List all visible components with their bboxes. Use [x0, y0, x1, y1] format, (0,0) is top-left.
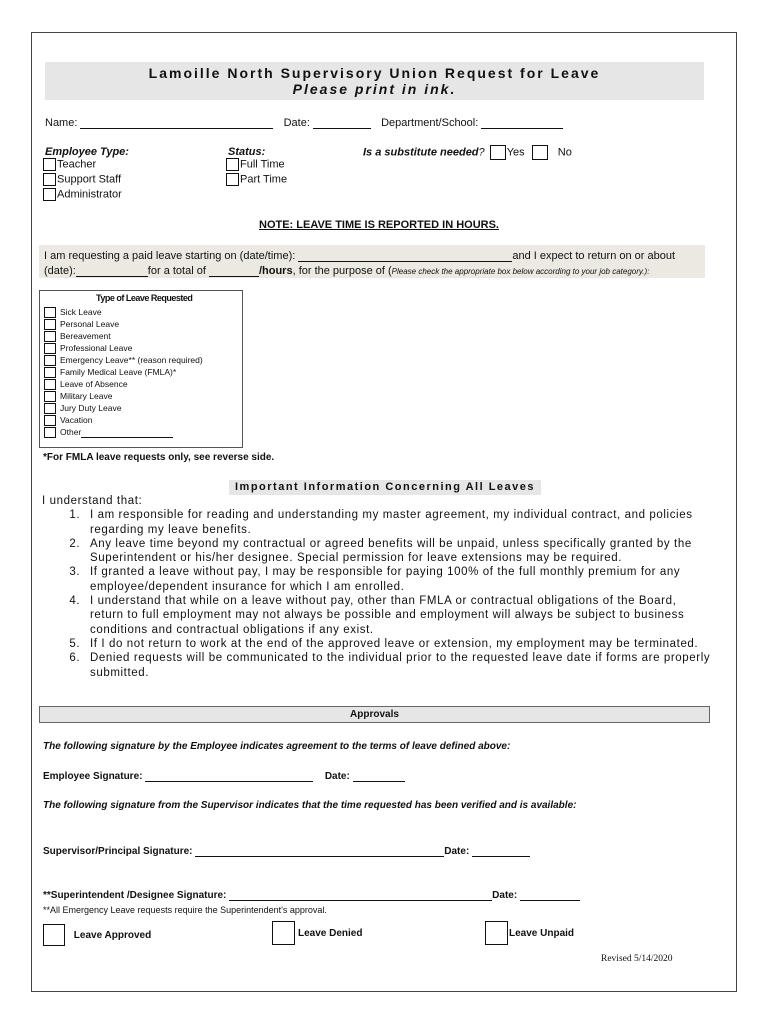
leave-type-military[interactable]: Military Leave — [44, 391, 112, 402]
substitute-no-label: No — [557, 146, 572, 159]
leave-type-vacation[interactable]: Vacation — [44, 415, 92, 426]
request-line-1: I am requesting a paid leave starting on (date/time): and I expect to return on or about — [44, 250, 676, 262]
approvals-heading: Approvals — [39, 706, 710, 723]
substitute-label: Is a substitute needed — [363, 146, 479, 159]
terms-list — [42, 508, 712, 680]
leave-unpaid-option[interactable]: Leave Unpaid — [485, 921, 574, 946]
leave-type-professional[interactable]: Professional Leave — [44, 343, 132, 354]
substitute-row: Is a substitute needed? Yes No — [363, 146, 572, 159]
employee-type-administrator[interactable]: Administrator — [43, 188, 122, 201]
form-title: Lamoille North Supervisory Union Request for Leave — [148, 65, 601, 81]
date-field[interactable] — [313, 116, 371, 129]
leave-type-emergency[interactable]: Emergency Leave** (reason required) — [44, 355, 203, 366]
checkbox[interactable] — [43, 158, 56, 171]
supervisor-statement: The following signature from the Supervisor indicates that the time requested has been verified and is available: — [43, 800, 577, 811]
checkbox[interactable] — [44, 307, 56, 318]
terms-section — [42, 494, 712, 680]
date-label: Date: — [283, 117, 310, 129]
status-part-time[interactable]: Part Time — [226, 173, 287, 186]
fmla-note: *For FMLA leave requests only, see reverse side. — [43, 452, 275, 463]
name-label: Name: — [45, 117, 78, 129]
checkbox[interactable] — [43, 924, 65, 946]
substitute-yes-checkbox[interactable] — [490, 145, 506, 160]
info-row — [45, 116, 563, 129]
supervisor-signature-row: Supervisor/Principal Signature: Date: — [43, 845, 530, 857]
checkbox[interactable] — [272, 921, 295, 945]
terms-intro: I understand that: — [42, 495, 143, 507]
checkbox[interactable] — [44, 355, 56, 366]
checkbox[interactable] — [485, 921, 508, 945]
form-subtitle: Please print in ink. — [292, 81, 457, 97]
checkbox[interactable] — [44, 319, 56, 330]
leave-approved-option[interactable]: Leave Approved — [43, 924, 151, 948]
important-heading: Important Information Concerning All Leaves — [229, 480, 541, 495]
leave-type-jury-duty[interactable]: Jury Duty Leave — [44, 403, 121, 414]
title-band — [45, 62, 704, 100]
checkbox[interactable] — [226, 158, 239, 171]
employee-type-teacher[interactable]: Teacher — [43, 158, 96, 171]
leave-start-field[interactable] — [298, 249, 512, 262]
substitute-yes-label: Yes — [506, 146, 525, 159]
name-field[interactable] — [80, 116, 273, 129]
checkbox[interactable] — [43, 173, 56, 186]
leave-category-heading: Type of Leave Requested — [96, 293, 193, 303]
hours-note: NOTE: LEAVE TIME IS REPORTED IN HOURS. — [259, 219, 499, 231]
other-field[interactable] — [81, 428, 173, 438]
status-label: Status: — [228, 146, 266, 158]
term-item: 5. If I do not return to work at the end of the approved leave or extension, my employment may be terminated. — [84, 637, 712, 651]
leave-type-absence[interactable]: Leave of Absence — [44, 379, 128, 390]
total-hours-field[interactable] — [209, 264, 259, 277]
term-item: 1. I am responsible for reading and understanding my master agreement, my individual contract, and policies regarding my leave benefits. — [84, 508, 712, 537]
department-field[interactable] — [481, 116, 563, 129]
checkbox[interactable] — [44, 331, 56, 342]
checkbox[interactable] — [44, 415, 56, 426]
leave-type-sick[interactable]: Sick Leave — [44, 307, 102, 318]
superintendent-date-field[interactable] — [520, 889, 580, 901]
department-label: Department/School: — [381, 117, 479, 129]
return-date-field[interactable] — [76, 264, 148, 277]
term-item: 4. I understand that while on a leave without pay, other than FMLA or contractual obligations of the Board, return to full employment may not always be possible and employment will always be subject to business conditions and contractual obligations if any exist. — [84, 594, 712, 637]
employee-type-support-staff[interactable]: Support Staff — [43, 173, 121, 186]
supervisor-date-field[interactable] — [472, 845, 530, 857]
leave-type-fmla[interactable]: Family Medical Leave (FMLA)* — [44, 367, 176, 378]
leave-denied-option[interactable]: Leave Denied — [272, 921, 362, 946]
checkbox[interactable] — [44, 427, 56, 438]
checkbox[interactable] — [226, 173, 239, 186]
superintendent-signature-row: **Superintendent /Designee Signature: Date: — [43, 889, 580, 901]
employee-signature-field[interactable] — [145, 770, 313, 782]
employee-signature-row: Employee Signature: Date: — [43, 770, 405, 782]
leave-type-other[interactable]: Other — [44, 427, 173, 438]
checkbox[interactable] — [44, 403, 56, 414]
revised-date: Revised 5/14/2020 — [601, 954, 673, 964]
term-item: 2. Any leave time beyond my contractual or agreed benefits will be unpaid, unless specifically granted by the Superintendent or his/her designee. Special permission for leave extensions may be required. — [84, 537, 712, 566]
request-line-2: (date): for a total of /hours, for the purpose of (Please check the appropriate box below according to your job category.): — [44, 265, 650, 277]
status-full-time[interactable]: Full Time — [226, 158, 285, 171]
employee-statement: The following signature by the Employee indicates agreement to the terms of leave defined above: — [43, 741, 511, 752]
superintendent-note: **All Emergency Leave requests require the Superintendent's approval. — [43, 905, 327, 915]
superintendent-signature-field[interactable] — [229, 889, 492, 901]
leave-type-bereavement[interactable]: Bereavement — [44, 331, 111, 342]
term-item: 3. If granted a leave without pay, I may be responsible for paying 100% of the full monthly premium for any employee/dependent insurance for which I am enrolled. — [84, 565, 712, 594]
leave-category-box — [39, 290, 243, 448]
checkbox[interactable] — [44, 379, 56, 390]
checkbox[interactable] — [43, 188, 56, 201]
checkbox[interactable] — [44, 343, 56, 354]
employee-date-field[interactable] — [353, 770, 405, 782]
supervisor-signature-field[interactable] — [195, 845, 444, 857]
checkbox[interactable] — [44, 391, 56, 402]
checkbox[interactable] — [44, 367, 56, 378]
leave-type-personal[interactable]: Personal Leave — [44, 319, 119, 330]
term-item: 6. Denied requests will be communicated to the individual prior to the requested leave date if forms are properly submitted. — [84, 651, 712, 680]
employee-type-label: Employee Type: — [45, 146, 129, 158]
substitute-no-checkbox[interactable] — [532, 145, 548, 160]
